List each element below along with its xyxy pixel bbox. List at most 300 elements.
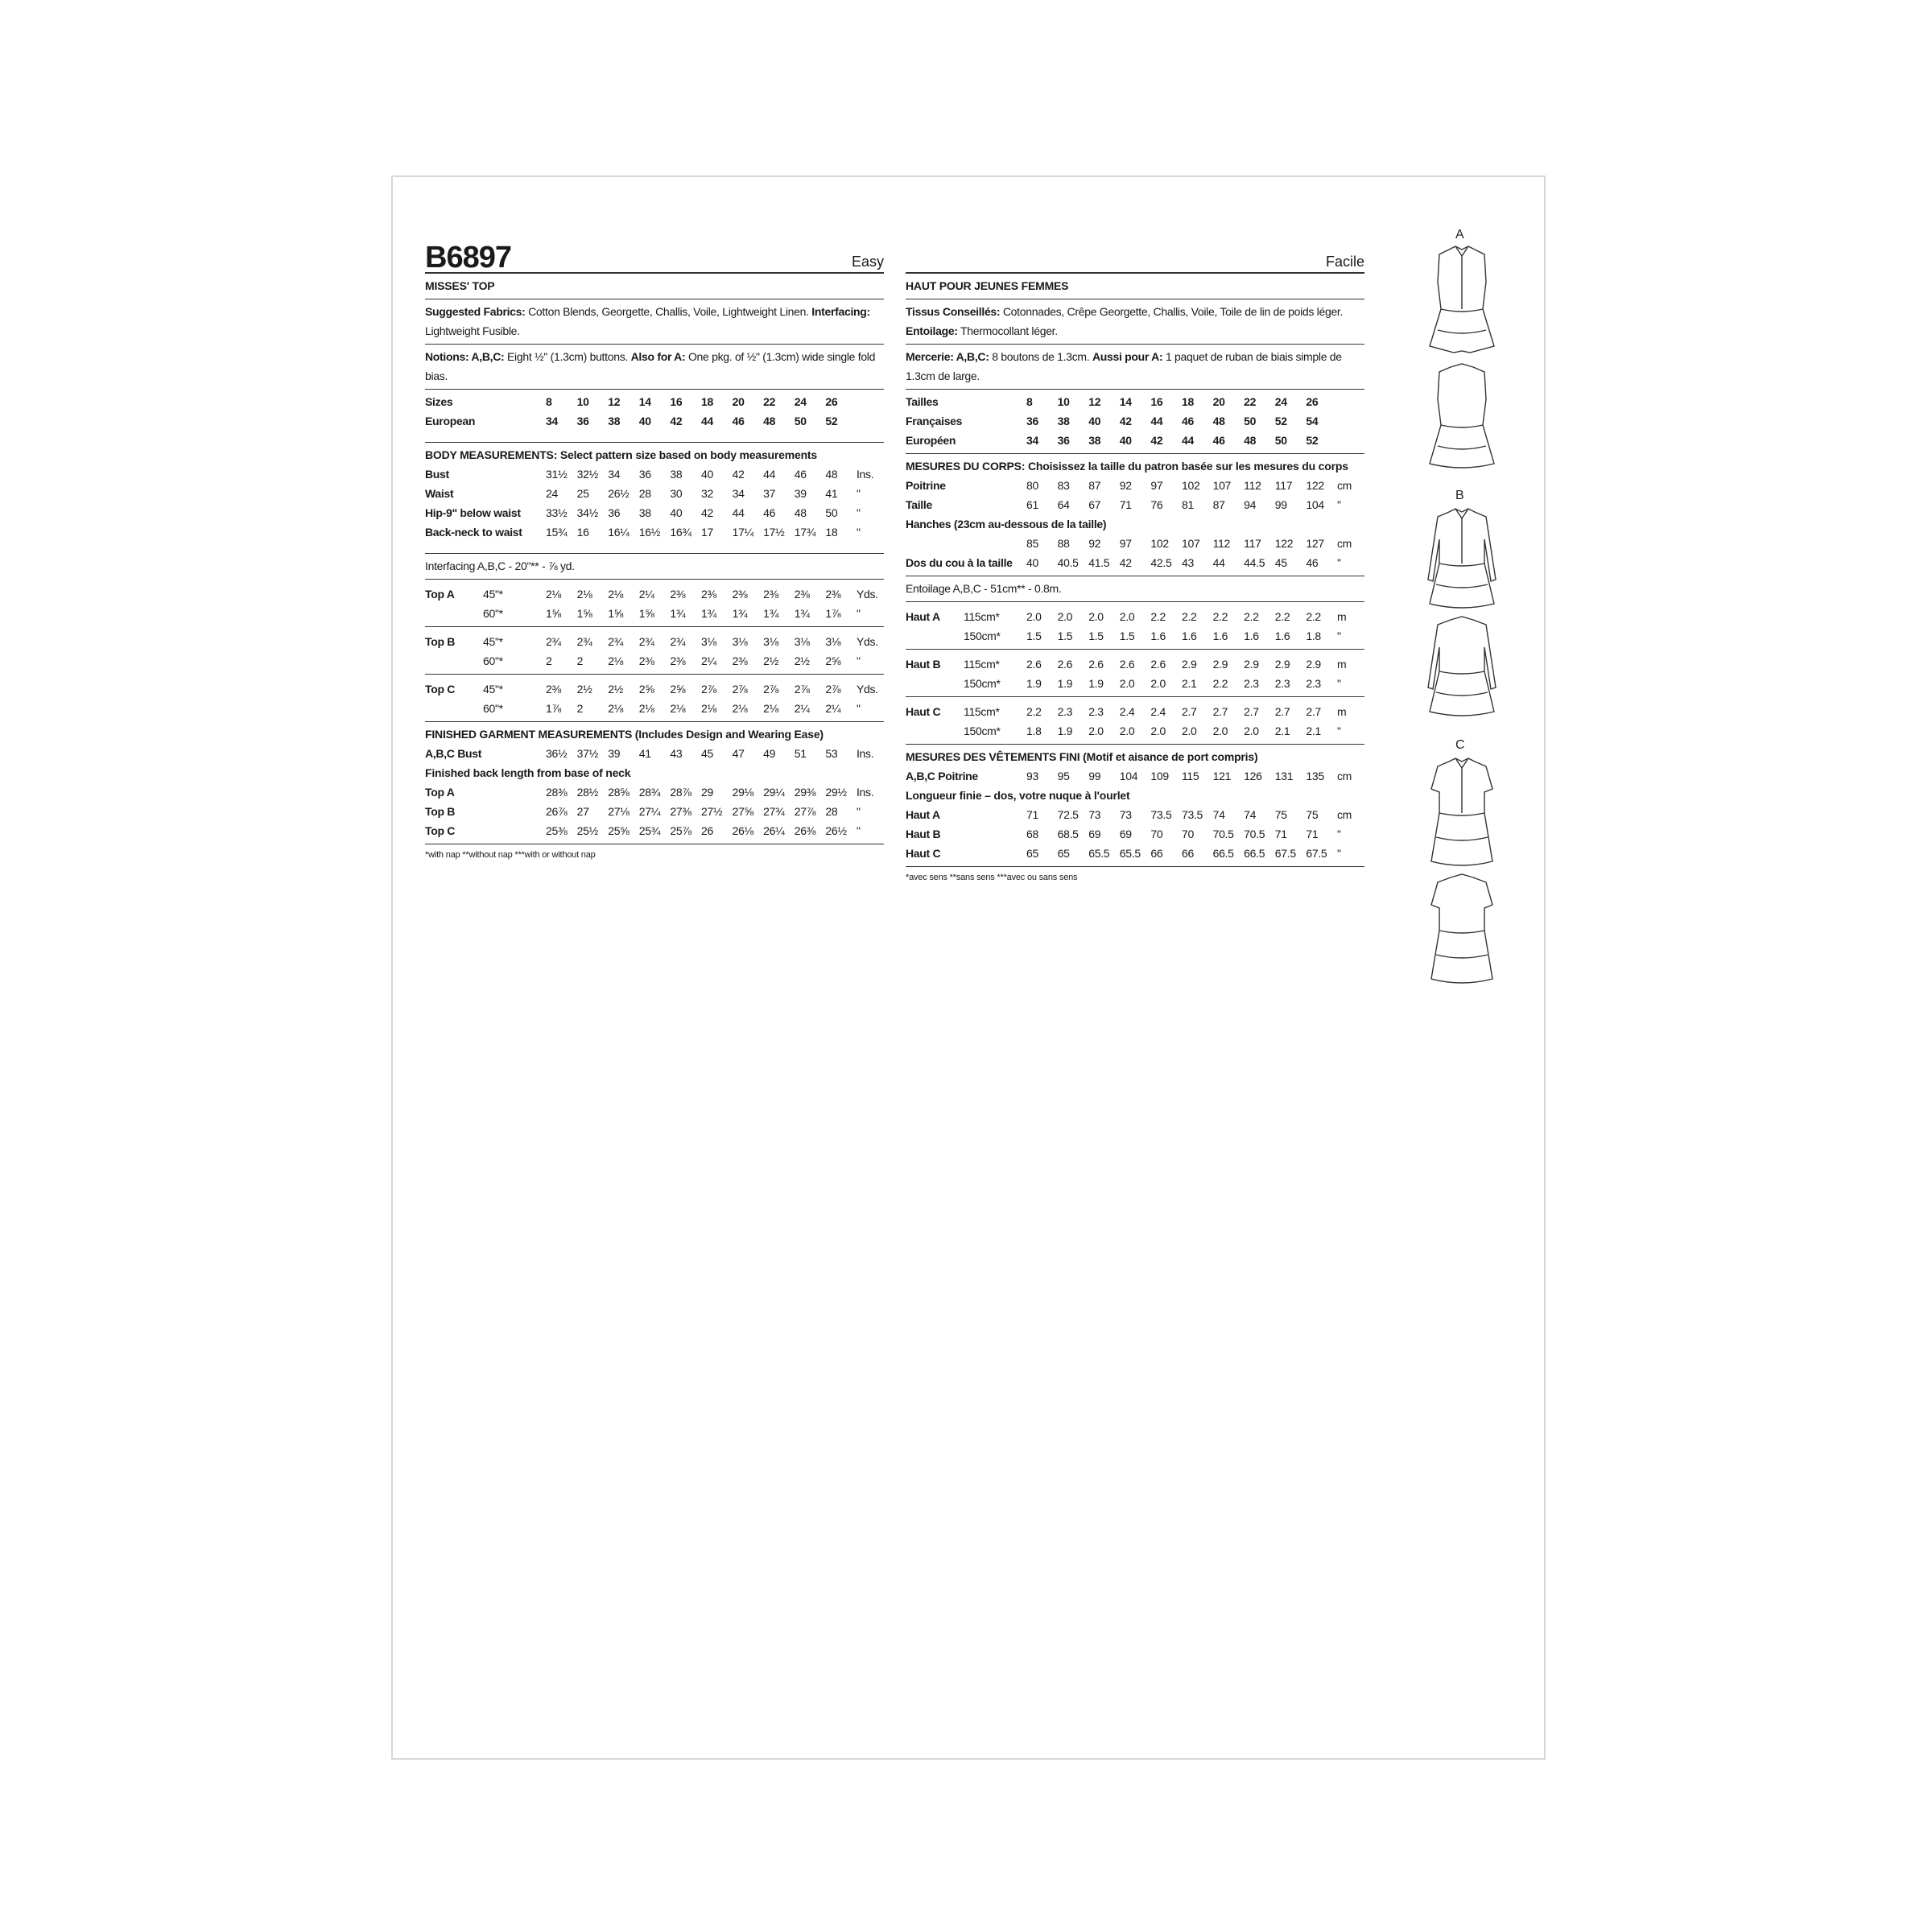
- value-cell: 10: [1057, 395, 1070, 408]
- value-cell: 27½: [700, 805, 723, 818]
- value-cell: 1.9: [1026, 677, 1042, 690]
- value-cell: 2¼: [794, 702, 810, 715]
- value-cell: 102: [1150, 537, 1169, 550]
- value-cell: 34: [1026, 434, 1038, 447]
- table-row: [425, 699, 884, 718]
- value-cell: 127: [1306, 537, 1324, 550]
- unit-cell: Yds.: [856, 683, 878, 696]
- body-measurements-table: [425, 464, 884, 542]
- sizes-table-fr: [906, 392, 1364, 450]
- sizes-table: [425, 392, 884, 431]
- value-cell: 26½: [825, 824, 847, 837]
- value-cell: 131: [1274, 770, 1294, 782]
- value-cell: 37½: [576, 747, 598, 760]
- value-cell: 29½: [825, 786, 847, 799]
- row-label: Top A: [425, 786, 455, 799]
- value-cell: 1.8: [1306, 630, 1321, 642]
- row-label: Top C: [425, 824, 456, 837]
- value-cell: 2: [546, 654, 552, 667]
- value-cell: 18: [825, 526, 838, 539]
- value-cell: 20: [1212, 395, 1225, 408]
- value-cell: 66.5: [1212, 847, 1234, 860]
- value-cell: 36½: [546, 747, 568, 760]
- value-cell: 2.1: [1306, 724, 1321, 737]
- fabric-width: 150cm*: [964, 630, 1001, 642]
- fabric-width: 45"*: [483, 588, 503, 601]
- value-cell: 44: [1212, 556, 1225, 569]
- french-column: [906, 230, 1364, 885]
- value-cell: 1.5: [1119, 630, 1135, 642]
- notions-text: Eight ½" (1.3cm) buttons.: [507, 350, 629, 363]
- notions-section: [425, 345, 884, 390]
- value-cell: 1¾: [763, 607, 779, 620]
- value-cell: 2⅜: [732, 588, 748, 601]
- interfacing-text: Lightweight Fusible.: [425, 324, 520, 337]
- value-cell: 112: [1244, 479, 1261, 492]
- unit-cell: ": [856, 506, 861, 519]
- value-cell: 2¾: [576, 635, 592, 648]
- value-cell: 29¼: [763, 786, 785, 799]
- value-cell: 66.5: [1244, 847, 1265, 860]
- value-cell: 2⅛: [608, 702, 624, 715]
- table-row: [425, 522, 884, 542]
- value-cell: 2½: [576, 683, 592, 696]
- unit-cell: ": [1336, 498, 1341, 511]
- value-cell: 44: [763, 468, 776, 481]
- value-cell: 45: [700, 747, 713, 760]
- value-cell: 2⅛: [763, 702, 779, 715]
- value-cell: 95: [1057, 770, 1070, 782]
- table-row: [906, 702, 1364, 721]
- table-row: [425, 411, 884, 431]
- table-row: [425, 604, 884, 623]
- view-b-back-sketch: [1428, 617, 1496, 716]
- value-cell: 2.9: [1306, 658, 1321, 671]
- value-cell: 97: [1150, 479, 1163, 492]
- value-cell: 50: [1244, 415, 1257, 427]
- value-cell: 1⅞: [546, 702, 561, 715]
- table-row: [906, 824, 1364, 844]
- value-cell: 121: [1212, 770, 1232, 782]
- value-cell: 16¼: [608, 526, 630, 539]
- value-cell: 22: [1244, 395, 1257, 408]
- value-cell: 36: [1057, 434, 1070, 447]
- table-row: [906, 844, 1364, 863]
- value-cell: 72.5: [1057, 808, 1079, 821]
- value-cell: 80: [1026, 479, 1038, 492]
- table-row: [425, 464, 884, 484]
- value-cell: 12: [608, 395, 621, 408]
- value-cell: 53: [825, 747, 838, 760]
- value-cell: 39: [794, 487, 807, 500]
- table-row: [906, 805, 1364, 824]
- value-cell: 16: [670, 395, 683, 408]
- value-cell: 15¾: [546, 526, 568, 539]
- value-cell: 44: [1150, 415, 1163, 427]
- fabric-width: 115cm*: [964, 705, 1000, 718]
- table-row: [906, 626, 1364, 646]
- table-row: [425, 802, 884, 821]
- value-cell: 52: [825, 415, 838, 427]
- value-cell: 1.9: [1088, 677, 1104, 690]
- yardage-group: [906, 697, 1364, 745]
- value-cell: 12: [1088, 395, 1101, 408]
- table-row: [906, 674, 1364, 693]
- table-row: [906, 766, 1364, 786]
- value-cell: 2.3: [1088, 705, 1104, 718]
- value-cell: 76: [1150, 498, 1163, 511]
- value-cell: 38: [608, 415, 621, 427]
- value-cell: 36: [1026, 415, 1038, 427]
- value-cell: 24: [794, 395, 807, 408]
- pattern-number: B6897: [425, 241, 511, 275]
- interfacing-yardage: Interfacing A,B,C - 20"** - ⅞ yd.: [425, 559, 575, 572]
- also-label: Also for A:: [630, 350, 686, 363]
- value-cell: 1⅞: [825, 607, 841, 620]
- value-cell: 2⅜: [700, 588, 716, 601]
- value-cell: 2.6: [1119, 658, 1135, 671]
- row-label: Haut A: [906, 808, 940, 821]
- value-cell: 2⅜: [670, 588, 686, 601]
- unit-cell: ": [856, 702, 861, 715]
- value-cell: 73.5: [1181, 808, 1203, 821]
- row-label: A,B,C Poitrine: [906, 770, 978, 782]
- value-cell: 1¾: [794, 607, 810, 620]
- value-cell: 40: [1088, 415, 1101, 427]
- value-cell: 2½: [794, 654, 810, 667]
- value-cell: 1.6: [1150, 630, 1166, 642]
- value-cell: 1⅝: [608, 607, 624, 620]
- value-cell: 2.3: [1306, 677, 1321, 690]
- value-cell: 42: [700, 506, 713, 519]
- value-cell: 27⅝: [732, 805, 753, 818]
- fabric-width: 115cm*: [964, 658, 1000, 671]
- value-cell: 2.0: [1119, 610, 1135, 623]
- yardage-section: [425, 580, 884, 722]
- value-cell: 102: [1181, 479, 1200, 492]
- table-row: [425, 503, 884, 522]
- value-cell: 2.2: [1244, 610, 1259, 623]
- fabric-width: 45"*: [483, 683, 503, 696]
- value-cell: 28⅜: [546, 786, 568, 799]
- value-cell: 17¾: [794, 526, 816, 539]
- value-cell: 2½: [608, 683, 624, 696]
- table-row: [425, 584, 884, 604]
- value-cell: 26: [825, 395, 838, 408]
- value-cell: 24: [1274, 395, 1287, 408]
- value-cell: 1⅝: [576, 607, 592, 620]
- value-cell: 71: [1026, 808, 1038, 821]
- value-cell: 2⅞: [825, 683, 841, 696]
- value-cell: 27¾: [763, 805, 785, 818]
- value-cell: 3⅛: [732, 635, 748, 648]
- value-cell: 34: [608, 468, 621, 481]
- value-cell: 2.2: [1306, 610, 1321, 623]
- value-cell: 26⅞: [546, 805, 568, 818]
- value-cell: 42: [1119, 415, 1132, 427]
- interfacing-text-fr: Thermocollant léger.: [960, 324, 1058, 337]
- fabrics-label: Suggested Fabrics:: [425, 305, 526, 318]
- value-cell: 25: [576, 487, 589, 500]
- view-illustrations: [1406, 225, 1518, 1046]
- fabrics-text: Cotton Blends, Georgette, Challis, Voile, Lightweight Linen.: [528, 305, 809, 318]
- value-cell: 2.7: [1306, 705, 1321, 718]
- value-cell: 43: [670, 747, 683, 760]
- back-length-title: Finished back length from base of neck: [425, 766, 631, 779]
- value-cell: 2⅜: [732, 654, 748, 667]
- fabric-width: 45"*: [483, 635, 503, 648]
- value-cell: 2.7: [1212, 705, 1228, 718]
- difficulty-level: Easy: [851, 254, 884, 270]
- unit-cell: Yds.: [856, 635, 878, 648]
- value-cell: 48: [825, 468, 838, 481]
- value-cell: 52: [1306, 434, 1319, 447]
- value-cell: 42.5: [1150, 556, 1172, 569]
- back-length-table-fr: [906, 805, 1364, 863]
- body-measurements-section: [425, 443, 884, 554]
- value-cell: 65.5: [1088, 847, 1110, 860]
- row-label: Hanches (23cm au-dessous de la taille): [906, 518, 1107, 530]
- row-label: Top C: [425, 683, 456, 696]
- value-cell: 27⅜: [670, 805, 691, 818]
- fabrics-section: [425, 299, 884, 345]
- value-cell: 70.5: [1244, 828, 1265, 840]
- view-a-back-sketch: [1430, 364, 1494, 468]
- value-cell: 28¾: [638, 786, 661, 799]
- value-cell: 126: [1244, 770, 1262, 782]
- value-cell: 2.1: [1274, 724, 1290, 737]
- value-cell: 3⅛: [794, 635, 810, 648]
- value-cell: 70.5: [1212, 828, 1234, 840]
- row-label: Haut C: [906, 847, 941, 860]
- value-cell: 1.6: [1244, 630, 1259, 642]
- value-cell: 2⅛: [546, 588, 561, 601]
- value-cell: 42: [1150, 434, 1163, 447]
- value-cell: 44: [732, 506, 745, 519]
- value-cell: 2.0: [1119, 724, 1135, 737]
- value-cell: 18: [1181, 395, 1194, 408]
- footnote: *with nap **without nap ***with or without nap: [425, 850, 596, 860]
- unit-cell: cm: [1336, 808, 1352, 821]
- value-cell: 64: [1057, 498, 1070, 511]
- fabric-width: 60"*: [483, 702, 503, 715]
- value-cell: 26¼: [763, 824, 785, 837]
- row-label: [425, 699, 483, 718]
- value-cell: 2⅜: [670, 654, 686, 667]
- value-cell: 107: [1212, 479, 1232, 492]
- fabric-width: 150cm*: [964, 677, 1001, 690]
- pattern-envelope-back: [391, 175, 1546, 1760]
- value-cell: 2¾: [546, 635, 561, 648]
- value-cell: 1.6: [1181, 630, 1197, 642]
- value-cell: 2.0: [1088, 610, 1104, 623]
- value-cell: 92: [1119, 479, 1132, 492]
- unit-cell: ": [1336, 724, 1341, 737]
- yardage-group: [425, 627, 884, 675]
- value-cell: 2.2: [1212, 610, 1228, 623]
- notions-label-fr: Mercerie: A,B,C:: [906, 350, 989, 363]
- value-cell: 28⅝: [608, 786, 630, 799]
- value-cell: 42: [732, 468, 745, 481]
- value-cell: 1.8: [1026, 724, 1042, 737]
- view-label-a: A: [1455, 228, 1464, 242]
- row-label: [425, 604, 483, 623]
- row-label: Dos du cou à la taille: [906, 556, 1013, 569]
- value-cell: 66: [1150, 847, 1163, 860]
- value-cell: 26: [1306, 395, 1319, 408]
- interfacing-yardage-section: [425, 554, 884, 580]
- unit-cell: [1337, 411, 1364, 431]
- value-cell: 92: [1088, 537, 1101, 550]
- value-cell: 2¼: [700, 654, 716, 667]
- row-label: Haut B: [906, 658, 941, 671]
- value-cell: 46: [732, 415, 745, 427]
- value-cell: 87: [1088, 479, 1101, 492]
- value-cell: 41.5: [1088, 556, 1110, 569]
- notions-text-fr: 8 boutons de 1.3cm.: [992, 350, 1090, 363]
- value-cell: 117: [1274, 479, 1293, 492]
- value-cell: 31½: [546, 468, 568, 481]
- value-cell: 1⅝: [546, 607, 561, 620]
- sizes-section: [425, 390, 884, 443]
- value-cell: 28: [638, 487, 651, 500]
- french-header: [906, 230, 1364, 274]
- value-cell: 42: [670, 415, 683, 427]
- yardage-table: [906, 702, 1364, 741]
- garment-title-section-fr: [906, 274, 1364, 299]
- value-cell: 71: [1306, 828, 1319, 840]
- unit-cell: ": [1336, 630, 1341, 642]
- value-cell: 2.0: [1150, 677, 1166, 690]
- unit-cell: cm: [1336, 770, 1352, 782]
- english-header: [425, 230, 884, 274]
- value-cell: 2.0: [1119, 677, 1135, 690]
- value-cell: 38: [1088, 434, 1101, 447]
- value-cell: 71: [1274, 828, 1287, 840]
- value-cell: 50: [1274, 434, 1287, 447]
- value-cell: 2.0: [1150, 724, 1166, 737]
- value-cell: 3⅛: [700, 635, 716, 648]
- value-cell: 10: [576, 395, 589, 408]
- value-cell: 2⅜: [638, 654, 654, 667]
- view-a-front-sketch: [1430, 246, 1494, 353]
- yardage-table: [906, 607, 1364, 646]
- value-cell: 50: [825, 506, 838, 519]
- value-cell: 94: [1244, 498, 1257, 511]
- value-cell: 1¾: [732, 607, 748, 620]
- value-cell: 17¼: [732, 526, 753, 539]
- value-cell: 2¼: [638, 588, 654, 601]
- value-cell: 2.6: [1088, 658, 1104, 671]
- value-cell: 67.5: [1306, 847, 1327, 860]
- unit-cell: cm: [1336, 479, 1352, 492]
- yardage-group: [425, 675, 884, 722]
- value-cell: 3⅛: [763, 635, 779, 648]
- value-cell: 44: [1181, 434, 1194, 447]
- value-cell: 71: [1119, 498, 1132, 511]
- value-cell: 26⅜: [794, 824, 816, 837]
- value-cell: 2.2: [1026, 705, 1042, 718]
- value-cell: 40: [1026, 556, 1038, 569]
- value-cell: 39: [608, 747, 621, 760]
- row-label: Françaises: [906, 415, 963, 427]
- value-cell: 14: [1119, 395, 1132, 408]
- value-cell: 1.5: [1057, 630, 1073, 642]
- value-cell: 37: [763, 487, 776, 500]
- value-cell: 74: [1244, 808, 1257, 821]
- value-cell: 28⅞: [670, 786, 691, 799]
- view-c-back-sketch: [1431, 874, 1492, 983]
- value-cell: 122: [1274, 537, 1294, 550]
- value-cell: 2.4: [1150, 705, 1166, 718]
- table-row: [906, 411, 1364, 431]
- value-cell: 2⅞: [732, 683, 748, 696]
- row-label: [906, 721, 964, 741]
- value-cell: 2.2: [1274, 610, 1290, 623]
- yardage-group: [906, 602, 1364, 650]
- row-label: Haut B: [906, 828, 941, 840]
- unit-cell: ": [856, 607, 861, 620]
- value-cell: 46: [763, 506, 776, 519]
- value-cell: 36: [638, 468, 651, 481]
- value-cell: 2⅜: [763, 588, 779, 601]
- value-cell: 8: [1026, 395, 1033, 408]
- value-cell: 115: [1181, 770, 1199, 782]
- body-measurements-table-fr: [906, 476, 1364, 572]
- table-row: [906, 654, 1364, 674]
- value-cell: 2⅞: [763, 683, 779, 696]
- interfacing-yardage-fr: Entoilage A,B,C - 51cm** - 0.8m.: [906, 582, 1062, 595]
- value-cell: 68.5: [1057, 828, 1079, 840]
- value-cell: 2⅛: [608, 588, 624, 601]
- garment-title: MISSES' TOP: [425, 279, 495, 292]
- view-b-front-sketch: [1428, 509, 1496, 608]
- back-length-table: [425, 782, 884, 840]
- value-cell: 2.0: [1181, 724, 1197, 737]
- value-cell: 52: [1274, 415, 1287, 427]
- value-cell: 69: [1088, 828, 1101, 840]
- value-cell: 34: [732, 487, 745, 500]
- english-column: [425, 230, 884, 862]
- value-cell: 70: [1150, 828, 1163, 840]
- notions-section-fr: [906, 345, 1364, 390]
- value-cell: 14: [638, 395, 651, 408]
- value-cell: 30: [670, 487, 683, 500]
- row-label: Haut C: [906, 705, 941, 718]
- value-cell: 41: [638, 747, 651, 760]
- value-cell: 38: [1057, 415, 1070, 427]
- value-cell: 28: [825, 805, 838, 818]
- value-cell: 2⅜: [825, 588, 841, 601]
- value-cell: 75: [1274, 808, 1287, 821]
- value-cell: 65: [1057, 847, 1070, 860]
- value-cell: 1.6: [1274, 630, 1290, 642]
- value-cell: 99: [1088, 770, 1101, 782]
- table-row: [906, 431, 1364, 450]
- difficulty-level-fr: Facile: [1325, 254, 1364, 270]
- yardage-group: [906, 650, 1364, 697]
- value-cell: 2⅝: [670, 683, 686, 696]
- value-cell: 1.6: [1212, 630, 1228, 642]
- value-cell: 1¾: [670, 607, 686, 620]
- value-cell: 42: [1119, 556, 1132, 569]
- interfacing-yardage-section-fr: [906, 576, 1364, 602]
- value-cell: 47: [732, 747, 745, 760]
- value-cell: 48: [763, 415, 776, 427]
- value-cell: 2⅛: [608, 654, 624, 667]
- value-cell: 2.2: [1181, 610, 1197, 623]
- value-cell: 67.5: [1274, 847, 1296, 860]
